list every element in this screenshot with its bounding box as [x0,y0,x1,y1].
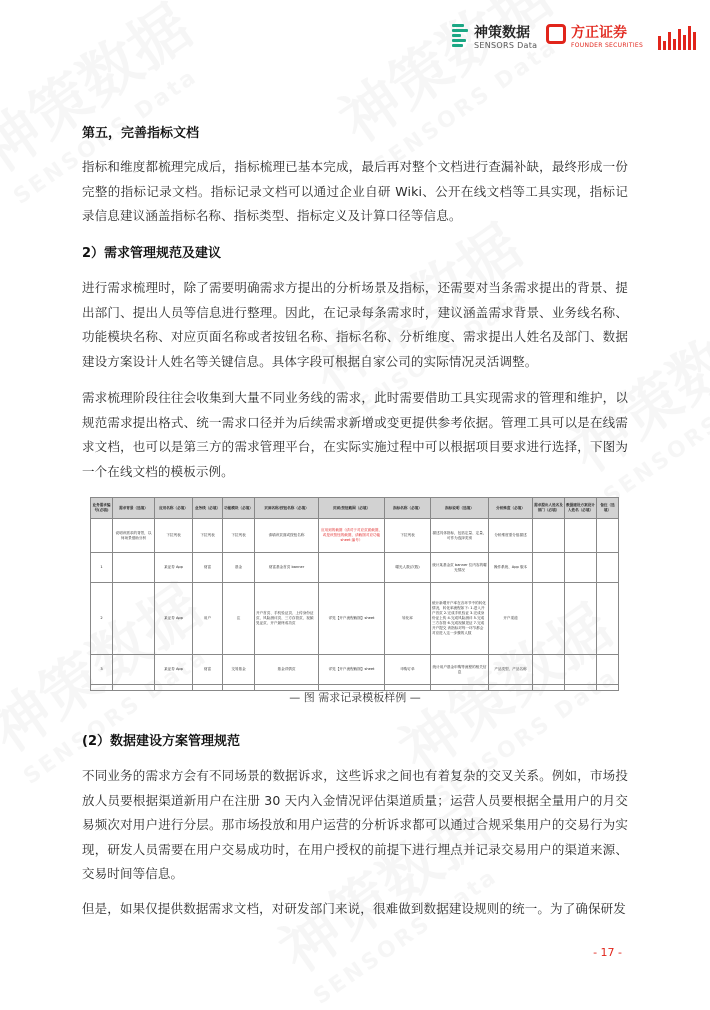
table-header-cell: 业务线（必填） [193,498,223,519]
table-cell [533,519,565,553]
table-cell: 下拉列表 [155,519,193,553]
table-cell [533,655,565,685]
table-header-cell: 功能模块（必填） [223,498,255,519]
requirement-template-table [90,497,619,691]
table-cell: 交易基金 [223,655,255,685]
table-header-cell: 指标说明（选填） [431,498,489,519]
table-cell: 统计某基金页 banner 位内容的曝光情况 [431,553,489,583]
table-header-cell: 应用名称（必填） [155,498,193,519]
table-header-cell: 页面/按钮截图（必填） [319,498,385,519]
table-cell: 详见【开户流程截图】sheet [319,583,385,655]
founder-logo-icon [546,24,566,44]
table-cell: 详见【开户流程截图】sheet [319,655,385,685]
table-header-cell: 备注（选填） [597,498,619,519]
section-heading: 第五，完善指标文档 [82,126,200,141]
table-cell: 申购订单 [385,655,431,685]
table-cell [597,583,619,655]
bar-chart-decoration-icon [658,26,698,50]
table-cell [319,553,385,583]
paragraph: 但是，如果仅提供数据需求文档，对研发部门来说，很难做到数据建设规则的统一。为了确保研发 [82,901,626,916]
table-header-cell: 指标名称（必填） [385,498,431,519]
table-cell: 下拉列表 [385,519,431,553]
table-cell [565,519,597,553]
table-header-cell: 分析维度（必填） [489,498,533,519]
sensors-name-en: SENSORS Data [474,41,538,50]
table-cell [597,553,619,583]
table-cell [113,655,155,685]
table-header-cell: 页面名称/按钮名称（必填） [255,498,319,519]
table-cell: 曝光人数(次数) [385,553,431,583]
table-cell: 财富 [193,553,223,583]
table-cell: 财富 [193,655,223,685]
table-header-cell: 数据建设方案设计人姓名（必填） [565,498,597,519]
table-cell: 说明该需求的背景，以何场景借助分析 [113,519,155,553]
table-header-cell: 业务需求编号(必填) [91,498,113,519]
table-cell [113,553,155,583]
paragraph: 指标和维度都梳理完成后，指标梳理已基本完成，最后再对整个文档进行查漏补缺，最终形成一份完整的指标记录文档。指标记录文档可以通过企业自研 Wiki、公开在线文档等工具实现，指标记录信息建议涵盖指标名称、指标类型、指标定义及计算口径等信息。 [82,159,628,223]
table-cell: 基金 [223,553,255,583]
table-cell [565,655,597,685]
sensors-data-logo [452,22,552,56]
table-cell: 财富基金首页 banner [255,553,319,583]
table-cell: 开户首页、手机验证页、上传身份证页、风险测评页、三方存管页、视频见证页、开户最终成功页 [255,583,319,655]
table-cell: 请填该页面或按钮名称 [255,519,319,553]
table-cell: 某证券 App [155,553,193,583]
table-cell [533,553,565,583]
table-cell: 某证券 App [155,655,193,685]
paragraph: 不同业务的需求方会有不同场景的数据诉求，这些诉求之间也有着复杂的交叉关系。例如，市场投放人员要根据渠道新用户在注册 30 天内入金情况评估渠道质量；运营人员要根据全量用户的月交易频次对用户进行分层。那市场投放和用户运营的分析诉求都可以通过合规采集用户的交易行为实现，研发人员需要在用户交易成功时，在用户授权的前提下进行埋点并记录交易用户的渠道来源、交易时间等信息。 [82,768,628,881]
table-cell [565,583,597,655]
table-cell: 下拉列表 [193,519,223,553]
table-cell: 应用到的截图（请对于对应页面截图，或是该按钮的截图，请截图对应功能 sheet 编号） [319,519,385,553]
table-cell: 描述具体指标，包括定量、定量，可作为选择类别 [431,519,489,553]
table-cell [113,583,155,655]
table-cell: 统计用户基金申购等流程的相关信息 [431,655,489,685]
table-cell [533,583,565,655]
table-header-row [91,498,619,519]
table-cell [597,655,619,685]
table-cell: 转化率 [385,583,431,655]
table-cell [597,519,619,553]
table-row [91,553,619,583]
table-cell: 开户渠道 [489,583,533,655]
table-cell: 基金详情页 [255,655,319,685]
paragraph: 需求梳理阶段往往会收集到大量不同业务线的需求，此时需要借助工具实现需求的管理和维护，以规范需求提出格式、统一需求口径并为后续需求新增或变更提供参考依据。管理工具可以是在线需求文档，也可以是第三方的需求管理平台，在实际实施过程中可以根据项目要求进行选择，下图为一个在线文档的模板示例。 [82,390,628,479]
founder-name-en: FOUNDER SECURITIES [571,42,644,49]
table-cell [565,553,597,583]
table-cell: 统计新增开户率在各环节中的转化情况，转化率流程如下: 1.进入开户首页 2.完成手机验证 3.完成身份证上传 4.完成风险测评 5.完成三方存管 6.完成视频见证 7.完成开户提交 该指标对每一环节都会对应进入这一步骤的人数 [431,583,489,655]
table-cell: 用户 [193,583,223,655]
table-cell: 注 [223,583,255,655]
table-cell: 产品类型、产品名称 [489,655,533,685]
table-row [91,583,619,655]
table-cell: 某证券 App [155,583,193,655]
table-cell: 3 [91,655,113,685]
section-heading: 2）需求管理规范及建议 [82,246,222,261]
table-header-cell: 需求提出人姓名及部门（必填） [533,498,565,519]
founder-securities-logo [546,22,646,56]
figure-caption: — 图 需求记录模板样例 — [289,691,421,704]
table-cell: 操作系统、App 版本 [489,553,533,583]
table-cell: 1 [91,553,113,583]
table-cell [91,519,113,553]
table-cell: 下拉列表 [223,519,255,553]
table-cell: 分析维度需分组描述 [489,519,533,553]
table-header-cell: 需求背景（选填） [113,498,155,519]
table-cell: 2 [91,583,113,655]
founder-name-cn: 方正证券 [571,25,627,41]
section-heading: (2）数据建设方案管理规范 [82,734,240,749]
sensors-name-cn: 神策数据 [474,25,530,41]
sensors-logo-icon [452,24,468,48]
paragraph: 进行需求梳理时，除了需要明确需求方提出的分析场景及指标，还需要对当条需求提出的背景、提出部门、提出人员等信息进行整理。因此，在记录每条需求时，建议涵盖需求背景、业务线名称、功能模块名称、对应页面名称或者按钮名称、指标名称、分析维度、需求提出人姓名及部门、数据建设方案设计人姓名等关键信息。具体字段可根据自家公司的实际情况灵活调整。 [82,280,628,369]
page-number: - 17 - [593,946,622,959]
table-row [91,519,619,553]
table-row [91,655,619,685]
